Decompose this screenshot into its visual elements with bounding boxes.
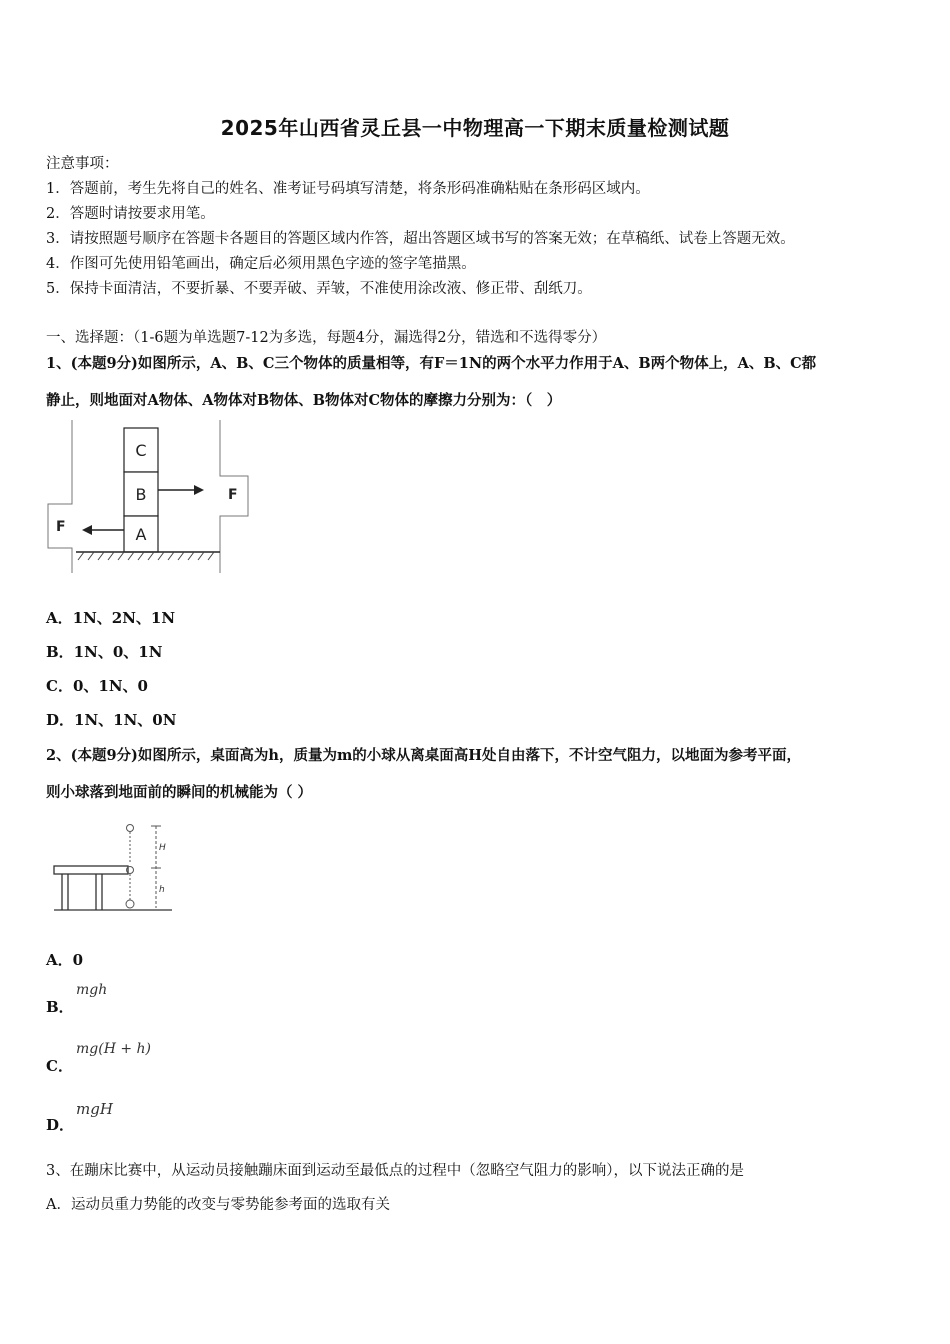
blocks-figure [44, 418, 254, 578]
q1-option-d[interactable]: D．1N、1N、0N [46, 711, 177, 729]
notice-item: 5．保持卡面清洁，不要折暴、不要弄破、弄皱，不准使用涂改液、修正带、刮纸刀。 [46, 281, 592, 297]
force-label-right: F [228, 487, 238, 503]
q2-option-c[interactable]: C． [46, 1057, 73, 1075]
q2-option-c-formula: mg(H + h) [76, 1041, 152, 1057]
question-2-line-1: 2、(本题9分)如图所示，桌面高为h，质量为m的小球从离桌面高H处自由落下，不计空气阻力，以地面为参考平面， [46, 747, 801, 764]
ground-hatching [78, 552, 214, 560]
force-label-left: F [56, 519, 66, 535]
notice-item: 1．答题前，考生先将自己的姓名、准考证号码填写清楚，将条形码准确粘贴在条形码区域内。 [46, 181, 650, 197]
label-H: H [159, 843, 166, 853]
notice-item: 2．答题时请按要求用笔。 [46, 206, 215, 222]
ball-start [127, 825, 134, 832]
page-title: 2025年山西省灵丘县一中物理高一下期末质量检测试题 [220, 116, 730, 140]
block-b-label: B [135, 485, 147, 504]
q1-option-a[interactable]: A．1N、2N、1N [46, 609, 176, 627]
question-1-line-1: 1、(本题9分)如图所示，A、B、C三个物体的质量相等，有F＝1N的两个水平力作用于A、B两个物体上，A、B、C都 [46, 355, 817, 372]
ball-end [126, 900, 134, 908]
section-heading: 一、选择题：（1-6题为单选题7-12为多选，每题4分，漏选得2分，错选和不选得零分） [46, 330, 607, 346]
figure-frame-left [48, 420, 72, 573]
notice-item: 3．请按照题号顺序在答题卡各题目的答题区域内作答，超出答题区域书写的答案无效；在草稿纸、试卷上答题无效。 [46, 231, 795, 247]
q1-option-c[interactable]: C．0、1N、0 [46, 677, 148, 695]
q2-option-a[interactable]: A．0 [46, 951, 84, 969]
q2-option-d[interactable]: D． [46, 1116, 75, 1134]
force-arrowhead-left [82, 525, 92, 535]
block-c-label: C [135, 441, 147, 460]
question-2-line-2: 则小球落到地面前的瞬间的机械能为（ ） [46, 784, 313, 801]
question-3-line-1: 3、在蹦床比赛中，从运动员接触蹦床面到运动至最低点的过程中（忽略空气阻力的影响），以下说法正确的是 [46, 1163, 744, 1179]
table-top [54, 866, 128, 874]
q2-option-b[interactable]: B． [46, 998, 74, 1016]
q2-option-b-formula: mgh [76, 982, 108, 998]
q2-option-d-formula: mgH [76, 1100, 113, 1118]
notice-item: 4．作图可先使用铅笔画出，确定后必须用黑色字迹的签字笔描黑。 [46, 256, 476, 272]
force-arrowhead-right [194, 485, 204, 495]
table-ball-figure [48, 818, 178, 916]
block-a-label: A [135, 525, 147, 544]
question-1-line-2: 静止，则地面对A物体、A物体对B物体、B物体对C物体的摩擦力分别为：（ ） [46, 392, 562, 409]
label-h: h [159, 885, 165, 895]
q3-option-a[interactable]: A．运动员重力势能的改变与零势能参考面的选取有关 [46, 1197, 390, 1213]
q1-option-b[interactable]: B．1N、0、1N [46, 643, 163, 661]
notice-heading: 注意事项： [46, 156, 119, 172]
